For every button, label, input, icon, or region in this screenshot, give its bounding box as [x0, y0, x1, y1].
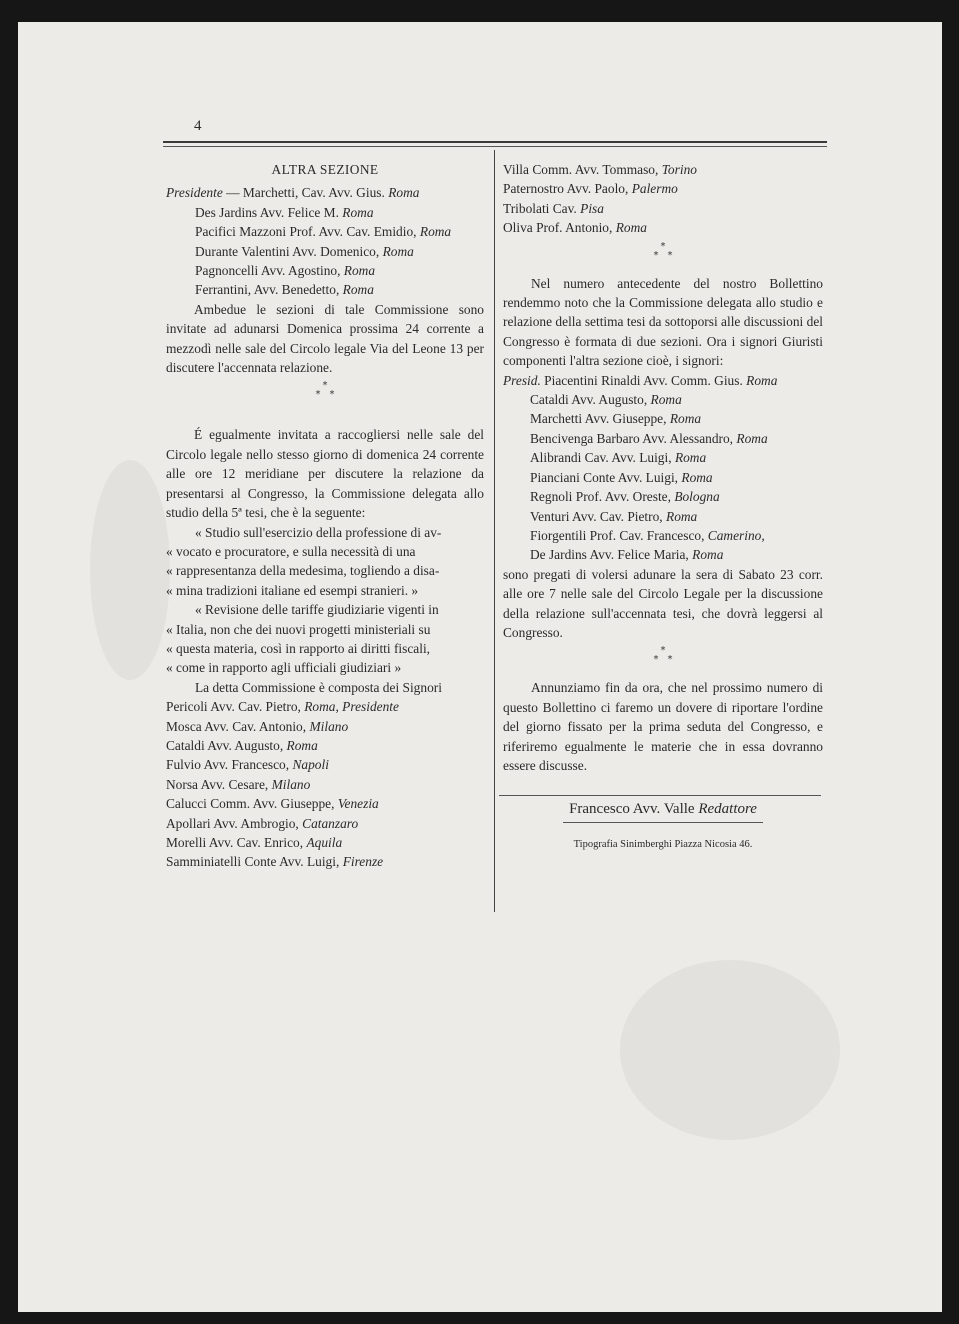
member-name: Durante Valentini Avv. Domenico,	[195, 243, 380, 259]
member-name: Morelli Avv. Cav. Enrico,	[166, 835, 304, 850]
member-city: Roma	[419, 224, 452, 240]
member-line	[166, 717, 484, 736]
second-section-paragraph: Nel numero antecedente del nostro Bollettino rendemmo noto che la Commissione delegata allo studio e relazione della settima tesi da sottoporsi alle discussioni del Congresso è formata di due sezioni. Ora i signori Giuristi componenti l'altra sezione cioè, i signori:	[503, 275, 823, 369]
member-line	[166, 755, 484, 774]
president-line	[503, 371, 823, 390]
svg-text:*: *	[653, 249, 659, 261]
editor-name: Francesco Avv. Valle	[569, 801, 695, 818]
member-name: Ferrantini, Avv. Benedetto,	[195, 282, 340, 298]
member-line	[166, 814, 484, 833]
svg-text:*: *	[322, 380, 328, 392]
bleed-through-stain	[620, 960, 840, 1140]
member-city: Pisa	[580, 200, 604, 216]
member-city: Roma	[666, 508, 698, 524]
member-city: Roma	[681, 469, 713, 485]
margin-stain	[90, 460, 170, 680]
right-column	[503, 160, 823, 854]
member-city: Roma	[342, 204, 374, 220]
member-line	[503, 526, 823, 545]
member-name: Marchetti Avv. Giuseppe,	[530, 411, 667, 427]
member-name: Oliva Prof. Antonio,	[503, 220, 613, 236]
invitation-paragraph: É egualmente invitata a raccogliersi nelle sale del Circolo legale nello stesso giorno di domenica 24 corrente alle ore 12 meridiane per discutere la relazione da presentarsi al Congresso, la Commissione delegata allo studio della 5ª tesi, che è la seguente:	[166, 427, 484, 521]
member-name: Pacifici Mazzoni Prof. Avv. Cav. Emidio,	[195, 224, 417, 240]
president-label: Presid.	[503, 372, 541, 388]
member-name: Venturi Avv. Cav. Pietro,	[530, 508, 663, 524]
member-city: Milano	[271, 776, 311, 792]
member-city: Roma, Presidente	[304, 699, 399, 715]
member-city: Roma	[342, 282, 374, 298]
quote-line: « Studio sull'esercizio della professione di av-	[195, 524, 442, 540]
member-line	[166, 261, 484, 280]
member-city: Roma	[615, 220, 647, 236]
editor-rule	[563, 822, 763, 823]
member-line	[166, 736, 484, 755]
president-label: Presidente	[166, 185, 223, 201]
composition-line: La detta Commissione è composta dei Signori	[195, 679, 442, 695]
member-line	[503, 409, 823, 428]
member-name: Paternostro Avv. Paolo,	[503, 181, 629, 197]
member-city: Venezia	[337, 796, 379, 812]
member-line	[166, 794, 484, 813]
quote-line: « Italia, non che dei nuovi progetti ministeriali su	[166, 621, 431, 637]
svg-text:*: *	[660, 240, 666, 252]
member-city: Milano	[309, 718, 349, 734]
spacer	[503, 668, 823, 678]
quote-line: « rappresentanza della medesima, togliendo a disa-	[166, 563, 440, 579]
separator-rule	[499, 795, 821, 796]
member-city: Roma	[382, 243, 414, 259]
printer-imprint: Tipografia Sinimberghi Piazza Nicosia 46.	[573, 838, 753, 850]
quote-line: « questa materia, così in rapporto ai diritti fiscali,	[166, 640, 431, 656]
left-column	[166, 160, 484, 872]
member-name: Pagnoncelli Avv. Agostino,	[195, 263, 341, 279]
quote-line: « come in rapporto agli ufficiali giudiziari »	[166, 660, 402, 676]
section-heading: ALTRA SEZIONE	[271, 162, 379, 177]
svg-text:*: *	[667, 249, 673, 261]
member-line	[503, 390, 823, 409]
spacer	[166, 403, 484, 425]
member-city: Roma	[286, 737, 318, 753]
meeting-paragraph: Ambedue le sezioni di tale Commissione sono invitate ad adunarsi Domenica prossima 24 corrente a mezzodì nelle sale del Circolo legale Via del Leone 13 per discutere l'accennata relazione.	[166, 301, 484, 376]
president-sep: —	[226, 185, 240, 201]
member-line	[503, 507, 823, 526]
member-name: Samminiatelli Conte Avv. Luigi,	[166, 854, 340, 870]
member-line	[166, 697, 484, 716]
president-name: Marchetti, Cav. Avv. Gius.	[242, 185, 385, 201]
member-line	[503, 218, 823, 237]
member-line	[166, 833, 484, 852]
member-city: Bologna	[674, 489, 720, 505]
svg-text:*: *	[315, 389, 321, 401]
member-line	[166, 242, 484, 261]
member-line	[166, 222, 484, 241]
svg-text:*: *	[667, 654, 673, 666]
member-city: Camerino,	[707, 527, 765, 543]
member-city: Torino	[661, 162, 697, 177]
president-city: Roma	[746, 372, 778, 388]
member-name: Villa Comm. Avv. Tommaso,	[503, 162, 659, 177]
member-name: Regnoli Prof. Avv. Oreste,	[530, 489, 671, 505]
member-name: Cataldi Avv. Augusto,	[166, 737, 284, 753]
member-name: Apollari Avv. Ambrogio,	[166, 815, 299, 831]
editor-signature	[503, 800, 823, 819]
announcement-paragraph: Annunziamo fin da ora, che nel prossimo numero di questo Bollettino ci faremo un dovere di riportare l'ordine del giorno fissato per la prima seduta del Congresso, e riferiremo egualmente le materie che in essa dovranno essere discusse.	[503, 680, 823, 773]
member-line	[166, 852, 484, 871]
header-rule	[163, 141, 827, 143]
asterism-icon	[310, 377, 340, 403]
member-line	[166, 280, 484, 299]
svg-text:*: *	[329, 389, 335, 401]
quote-line: « mina tradizioni italiane ed esempi stranieri. »	[166, 582, 419, 598]
president-line	[166, 183, 484, 202]
member-name: De Jardins Avv. Felice Maria,	[530, 547, 689, 563]
member-city: Roma	[692, 547, 724, 563]
svg-text:*: *	[653, 654, 659, 666]
member-name: Fiorgentili Prof. Cav. Francesco,	[530, 527, 705, 543]
member-line	[503, 468, 823, 487]
asterism-icon	[648, 642, 678, 668]
member-name: Mosca Avv. Cav. Antonio,	[166, 718, 307, 734]
spacer	[503, 264, 823, 274]
invitation-paragraph: sono pregati di volersi adunare la sera di Sabato 23 corr. alle ore 7 nelle sale del Circolo Legale per la discussione della relazione sull'accennata tesi, che dovrà leggersi al Congresso.	[503, 566, 823, 640]
member-line	[503, 487, 823, 506]
spacer	[503, 775, 823, 795]
member-city: Roma	[736, 430, 768, 446]
member-line	[166, 775, 484, 794]
member-name: Calucci Comm. Avv. Giuseppe,	[166, 796, 335, 812]
editor-role: Redattore	[698, 801, 757, 818]
member-city: Napoli	[292, 757, 329, 773]
member-line	[503, 179, 823, 198]
member-name: Fulvio Avv. Francesco,	[166, 757, 290, 773]
member-line	[166, 203, 484, 222]
svg-text:*: *	[660, 645, 666, 657]
asterism-icon	[648, 238, 678, 264]
member-name: Bencivenga Barbaro Avv. Alessandro,	[530, 430, 734, 446]
member-name: Alibrandi Cav. Avv. Luigi,	[530, 450, 672, 466]
member-city: Firenze	[342, 854, 384, 870]
member-city: Palermo	[631, 181, 678, 197]
page-number: 4	[194, 118, 202, 134]
header-rule-thin	[163, 146, 827, 147]
member-city: Roma	[650, 392, 682, 408]
member-city: Roma	[343, 263, 376, 279]
member-line	[503, 429, 823, 448]
president-name: Piacentini Rinaldi Avv. Comm. Gius.	[544, 372, 743, 388]
member-city: Aquila	[306, 835, 343, 850]
member-name: Cataldi Avv. Augusto,	[530, 392, 648, 408]
member-city: Roma	[669, 411, 702, 427]
member-line	[503, 448, 823, 467]
member-name: Norsa Avv. Cesare,	[166, 776, 269, 792]
member-name: Tribolati Cav.	[503, 200, 577, 216]
column-divider	[494, 150, 495, 912]
member-line	[503, 199, 823, 218]
president-city: Roma	[388, 185, 420, 201]
member-line	[503, 160, 823, 179]
member-name: Des Jardins Avv. Felice M.	[195, 204, 339, 220]
quote-line: « vocato e procuratore, e sulla necessità di una	[166, 543, 416, 559]
quote-line: « Revisione delle tariffe giudiziarie vigenti in	[195, 602, 439, 618]
member-name: Pianciani Conte Avv. Luigi,	[530, 469, 679, 485]
member-name: Pericoli Avv. Cav. Pietro,	[166, 699, 301, 715]
member-city: Catanzaro	[302, 815, 359, 831]
member-line	[503, 545, 823, 564]
member-city: Roma	[674, 450, 707, 466]
